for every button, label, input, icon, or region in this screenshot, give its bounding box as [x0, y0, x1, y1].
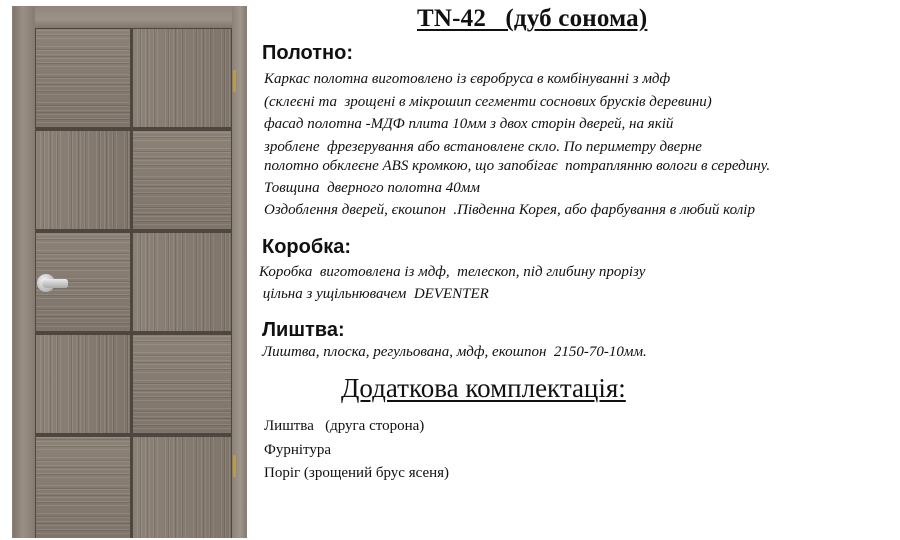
door-frame-left — [13, 6, 35, 538]
section-heading-polotno: Полотно: — [262, 42, 354, 64]
door-panel — [36, 131, 130, 229]
korobka-line: Коробка виготовлена із мдф, телескоп, під глибину прорізу — [259, 264, 646, 280]
door-hinge — [233, 455, 236, 477]
polotno-line: зроблене фрезерування або встановлене скло. По периметру дверне — [264, 139, 702, 155]
lyshtva-line: Лиштва, плоска, регульована, мдф, екошпон 2150-70-10мм. — [262, 344, 647, 360]
door-panel — [133, 335, 231, 433]
polotno-line: Каркас полотна виготовлено із євробруса в комбінуванні з мдф — [264, 71, 671, 87]
section-heading-lyshtva: Лиштва: — [262, 319, 345, 341]
extras-heading: Додаткова комплектація: — [341, 373, 626, 403]
door-panel — [36, 437, 130, 538]
door-panel — [36, 335, 130, 433]
polotno-line: Оздоблення дверей, єкошпон .Південна Корея, або фарбування в любий колір — [264, 202, 755, 218]
korobka-line: цільна з ущільнювачем DEVENTER — [259, 286, 489, 302]
door-panel — [133, 29, 231, 127]
extras-item: Фурнітура — [264, 442, 332, 458]
section-heading-korobka: Коробка: — [262, 236, 352, 258]
door-panel — [133, 233, 231, 331]
door-panel — [133, 131, 231, 229]
door-panel — [36, 29, 130, 127]
door-hinge — [233, 70, 236, 92]
polotno-line: полотно обклеєне ABS кромкою, що запобігає потраплянню вологи в середину. — [264, 158, 771, 174]
door-panel — [133, 437, 231, 538]
extras-item: Поріг (зрощений брус ясеня) — [264, 465, 450, 481]
door-handle — [42, 279, 68, 288]
polotno-line: (склеєні та зрощені в мікрошип сегменти соснових брусків деревини) — [264, 94, 712, 110]
polotno-line: Товщина дверного полотна 40мм — [264, 180, 480, 196]
extras-item: Лиштва (друга сторона) — [264, 418, 425, 434]
polotno-line: фасад полотна -МДФ плита 10мм з двох сторін дверей, на якій — [264, 116, 674, 132]
door-image — [13, 6, 246, 538]
door-frame-top — [13, 6, 246, 28]
product-title: TN-42 (дуб сонома) — [417, 5, 648, 32]
